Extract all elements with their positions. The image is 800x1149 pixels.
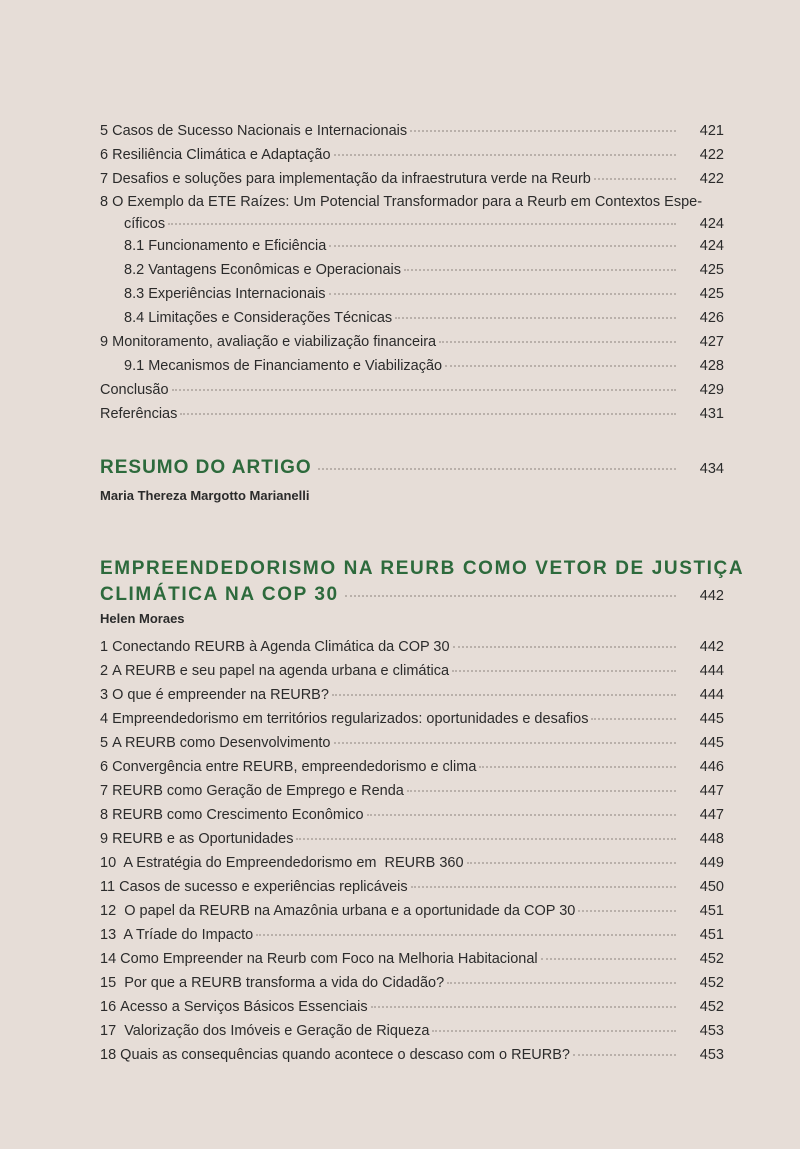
dot-leader bbox=[172, 389, 676, 391]
article-heading-resumo[interactable] bbox=[100, 457, 724, 479]
dot-leader bbox=[180, 413, 676, 415]
dot-leader bbox=[334, 742, 676, 744]
entry-page: 431 bbox=[699, 406, 724, 422]
dot-leader bbox=[453, 646, 676, 648]
entry-number: 1 bbox=[100, 639, 109, 655]
toc-subentry[interactable] bbox=[124, 309, 724, 327]
entry-page: 451 bbox=[699, 927, 724, 943]
article-title-line2-row bbox=[100, 582, 724, 609]
toc-entry[interactable] bbox=[100, 998, 724, 1016]
entry-page: 428 bbox=[699, 358, 724, 374]
entry-number: 8.4 bbox=[124, 310, 145, 326]
dot-leader bbox=[318, 468, 676, 470]
entry-title: Conectando REURB à Agenda Climática da COP 30 bbox=[112, 639, 450, 655]
dot-leader bbox=[395, 317, 676, 319]
entry-number: 9.1 bbox=[124, 358, 145, 374]
entry-number: 5 bbox=[100, 123, 109, 139]
entry-page: 422 bbox=[699, 171, 724, 187]
toc-subentry[interactable] bbox=[124, 261, 724, 279]
entry-page: 445 bbox=[699, 735, 724, 751]
entry-page: 450 bbox=[699, 879, 724, 895]
dot-leader bbox=[345, 595, 676, 597]
dot-leader bbox=[594, 178, 676, 180]
entry-page: 434 bbox=[699, 461, 724, 477]
entry-number: 4 bbox=[100, 711, 109, 727]
entry-title: Casos de sucesso e experiências replicáveis bbox=[119, 879, 408, 895]
entry-number: 9 bbox=[100, 334, 109, 350]
dot-leader bbox=[367, 814, 676, 816]
entry-title-line2: cíficos bbox=[124, 216, 166, 232]
entry-number: 8.2 bbox=[124, 262, 145, 278]
entry-number: 14 bbox=[100, 951, 117, 967]
dot-leader bbox=[168, 223, 676, 225]
entry-title: A REURB como Desenvolvimento bbox=[112, 735, 331, 751]
entry-page: 442 bbox=[699, 639, 724, 655]
entry-page: 425 bbox=[699, 286, 724, 302]
toc-entry[interactable] bbox=[100, 926, 724, 944]
toc-entry[interactable] bbox=[100, 734, 724, 752]
toc-entry[interactable] bbox=[100, 662, 724, 680]
toc-entry[interactable] bbox=[100, 902, 724, 920]
entry-title: A Estratégia do Empreendedorismo em REURB 360 bbox=[120, 855, 464, 871]
toc-entry[interactable] bbox=[100, 974, 724, 992]
dot-leader bbox=[439, 341, 676, 343]
toc-entry[interactable] bbox=[100, 830, 724, 848]
toc-entry[interactable] bbox=[100, 1022, 724, 1040]
entry-number: 2 bbox=[100, 663, 109, 679]
entry-title: Por que a REURB transforma a vida do Cidadão? bbox=[120, 975, 445, 991]
entry-title: Limitações e Considerações Técnicas bbox=[148, 310, 393, 326]
entry-page: 427 bbox=[699, 334, 724, 350]
entry-number: 18 bbox=[100, 1047, 117, 1063]
article-author: Helen Moraes bbox=[100, 611, 185, 626]
dot-leader bbox=[256, 934, 676, 936]
entry-page: 426 bbox=[699, 310, 724, 326]
entry-page: 442 bbox=[699, 588, 724, 604]
entry-page: 424 bbox=[699, 216, 724, 232]
entry-number: 6 bbox=[100, 759, 109, 775]
entry-title: Valorização dos Imóveis e Geração de Riqueza bbox=[120, 1023, 430, 1039]
toc-subentry[interactable] bbox=[124, 237, 724, 255]
entry-title-line1: O Exemplo da ETE Raízes: Um Potencial Transformador para a Reurb em Contextos Espe- bbox=[112, 194, 703, 210]
entry-page: 446 bbox=[699, 759, 724, 775]
dot-leader bbox=[452, 670, 676, 672]
entry-title: Convergência entre REURB, empreendedorismo e clima bbox=[112, 759, 477, 775]
entry-title: Empreendedorismo em territórios regularizados: oportunidades e desafios bbox=[112, 711, 589, 727]
entry-number: 8.3 bbox=[124, 286, 145, 302]
entry-line-2 bbox=[100, 213, 724, 235]
toc-subentry[interactable] bbox=[124, 285, 724, 303]
dot-leader bbox=[573, 1054, 676, 1056]
dot-leader bbox=[410, 130, 676, 132]
dot-leader bbox=[407, 790, 676, 792]
entry-title: REURB e as Oportunidades bbox=[112, 831, 294, 847]
article-title-line1: EMPREENDEDORISMO NA REURB COMO VETOR DE JUSTIÇA bbox=[100, 558, 745, 579]
entry-number: 12 bbox=[100, 903, 117, 919]
toc-entry[interactable] bbox=[100, 758, 724, 776]
article-title-line2: CLIMÁTICA NA COP 30 bbox=[100, 584, 339, 605]
toc-entry[interactable] bbox=[100, 333, 724, 351]
dot-leader bbox=[334, 154, 676, 156]
dot-leader bbox=[578, 910, 676, 912]
entry-title: Quais as consequências quando acontece o descaso com o REURB? bbox=[120, 1047, 570, 1063]
toc-entry[interactable] bbox=[100, 854, 724, 872]
entry-number: 15 bbox=[100, 975, 117, 991]
entry-title: Conclusão bbox=[100, 382, 169, 398]
dot-leader bbox=[371, 1006, 676, 1008]
entry-line-1 bbox=[100, 191, 724, 213]
entry-number: 8 bbox=[100, 194, 109, 210]
entry-page: 445 bbox=[699, 711, 724, 727]
toc-entry[interactable] bbox=[100, 950, 724, 968]
dot-leader bbox=[404, 269, 676, 271]
entry-title: Acesso a Serviços Básicos Essenciais bbox=[120, 999, 368, 1015]
dot-leader bbox=[479, 766, 676, 768]
entry-page: 452 bbox=[699, 999, 724, 1015]
entry-page: 448 bbox=[699, 831, 724, 847]
article-heading-empreendedorismo[interactable] bbox=[100, 556, 745, 609]
entry-page: 444 bbox=[699, 663, 724, 679]
entry-number: 17 bbox=[100, 1023, 117, 1039]
toc-entry-multiline[interactable] bbox=[100, 191, 724, 235]
entry-title: Casos de Sucesso Nacionais e Internacionais bbox=[112, 123, 408, 139]
entry-number: 8.1 bbox=[124, 238, 145, 254]
entry-page: 453 bbox=[699, 1047, 724, 1063]
entry-title: A REURB e seu papel na agenda urbana e climática bbox=[112, 663, 450, 679]
dot-leader bbox=[445, 365, 676, 367]
toc-entry[interactable] bbox=[100, 638, 724, 656]
entry-number: 8 bbox=[100, 807, 109, 823]
entry-page: 449 bbox=[699, 855, 724, 871]
entry-page: 444 bbox=[699, 687, 724, 703]
entry-page: 421 bbox=[699, 123, 724, 139]
entry-title: Referências bbox=[100, 406, 178, 422]
dot-leader bbox=[432, 1030, 676, 1032]
entry-page: 429 bbox=[699, 382, 724, 398]
dot-leader bbox=[329, 293, 676, 295]
entry-title: REURB como Crescimento Econômico bbox=[112, 807, 364, 823]
entry-number: 7 bbox=[100, 171, 109, 187]
toc-entry[interactable] bbox=[100, 146, 724, 164]
entry-number: 3 bbox=[100, 687, 109, 703]
toc-entry[interactable] bbox=[100, 686, 724, 704]
dot-leader bbox=[447, 982, 676, 984]
dot-leader bbox=[332, 694, 676, 696]
entry-title: Mecanismos de Financiamento e Viabilização bbox=[148, 358, 443, 374]
entry-page: 452 bbox=[699, 975, 724, 991]
toc-entry[interactable] bbox=[100, 170, 724, 188]
toc-subentry[interactable] bbox=[124, 357, 724, 375]
entry-title: Como Empreender na Reurb com Foco na Melhoria Habitacional bbox=[120, 951, 538, 967]
entry-title: REURB como Geração de Emprego e Renda bbox=[112, 783, 404, 799]
entry-page: 451 bbox=[699, 903, 724, 919]
article-author: Maria Thereza Margotto Marianelli bbox=[100, 488, 310, 503]
entry-number: 7 bbox=[100, 783, 109, 799]
entry-title: Monitoramento, avaliação e viabilização financeira bbox=[112, 334, 437, 350]
entry-number: 10 bbox=[100, 855, 117, 871]
entry-number: 9 bbox=[100, 831, 109, 847]
entry-number: 13 bbox=[100, 927, 117, 943]
dot-leader bbox=[329, 245, 676, 247]
entry-title: O que é empreender na REURB? bbox=[112, 687, 329, 703]
toc-entry[interactable] bbox=[100, 806, 724, 824]
entry-number: 5 bbox=[100, 735, 109, 751]
entry-title: Resiliência Climática e Adaptação bbox=[112, 147, 331, 163]
dot-leader bbox=[591, 718, 676, 720]
toc-entry[interactable] bbox=[100, 710, 724, 728]
dot-leader bbox=[541, 958, 676, 960]
toc-entry-referencias[interactable] bbox=[100, 405, 724, 423]
dot-leader bbox=[467, 862, 676, 864]
entry-page: 453 bbox=[699, 1023, 724, 1039]
article-title: RESUMO DO ARTIGO bbox=[100, 457, 312, 478]
entry-page: 422 bbox=[699, 147, 724, 163]
toc-entry[interactable] bbox=[100, 878, 724, 896]
toc-entry[interactable] bbox=[100, 1046, 724, 1064]
toc-entry-conclusao[interactable] bbox=[100, 381, 724, 399]
entry-title: Desafios e soluções para implementação da infraestrutura verde na Reurb bbox=[112, 171, 591, 187]
dot-leader bbox=[296, 838, 676, 840]
entry-page: 447 bbox=[699, 807, 724, 823]
entry-page: 452 bbox=[699, 951, 724, 967]
entry-page: 425 bbox=[699, 262, 724, 278]
toc-entry[interactable] bbox=[100, 122, 724, 140]
entry-title: O papel da REURB na Amazônia urbana e a oportunidade da COP 30 bbox=[120, 903, 576, 919]
entry-title: Experiências Internacionais bbox=[148, 286, 326, 302]
entry-number: 16 bbox=[100, 999, 117, 1015]
entry-title: Vantagens Econômicas e Operacionais bbox=[148, 262, 402, 278]
entry-page: 447 bbox=[699, 783, 724, 799]
entry-number: 11 bbox=[100, 879, 116, 895]
toc-entry[interactable] bbox=[100, 782, 724, 800]
entry-title: Funcionamento e Eficiência bbox=[148, 238, 327, 254]
dot-leader bbox=[411, 886, 676, 888]
entry-page: 424 bbox=[699, 238, 724, 254]
entry-title: A Tríade do Impacto bbox=[120, 927, 254, 943]
entry-number: 6 bbox=[100, 147, 109, 163]
